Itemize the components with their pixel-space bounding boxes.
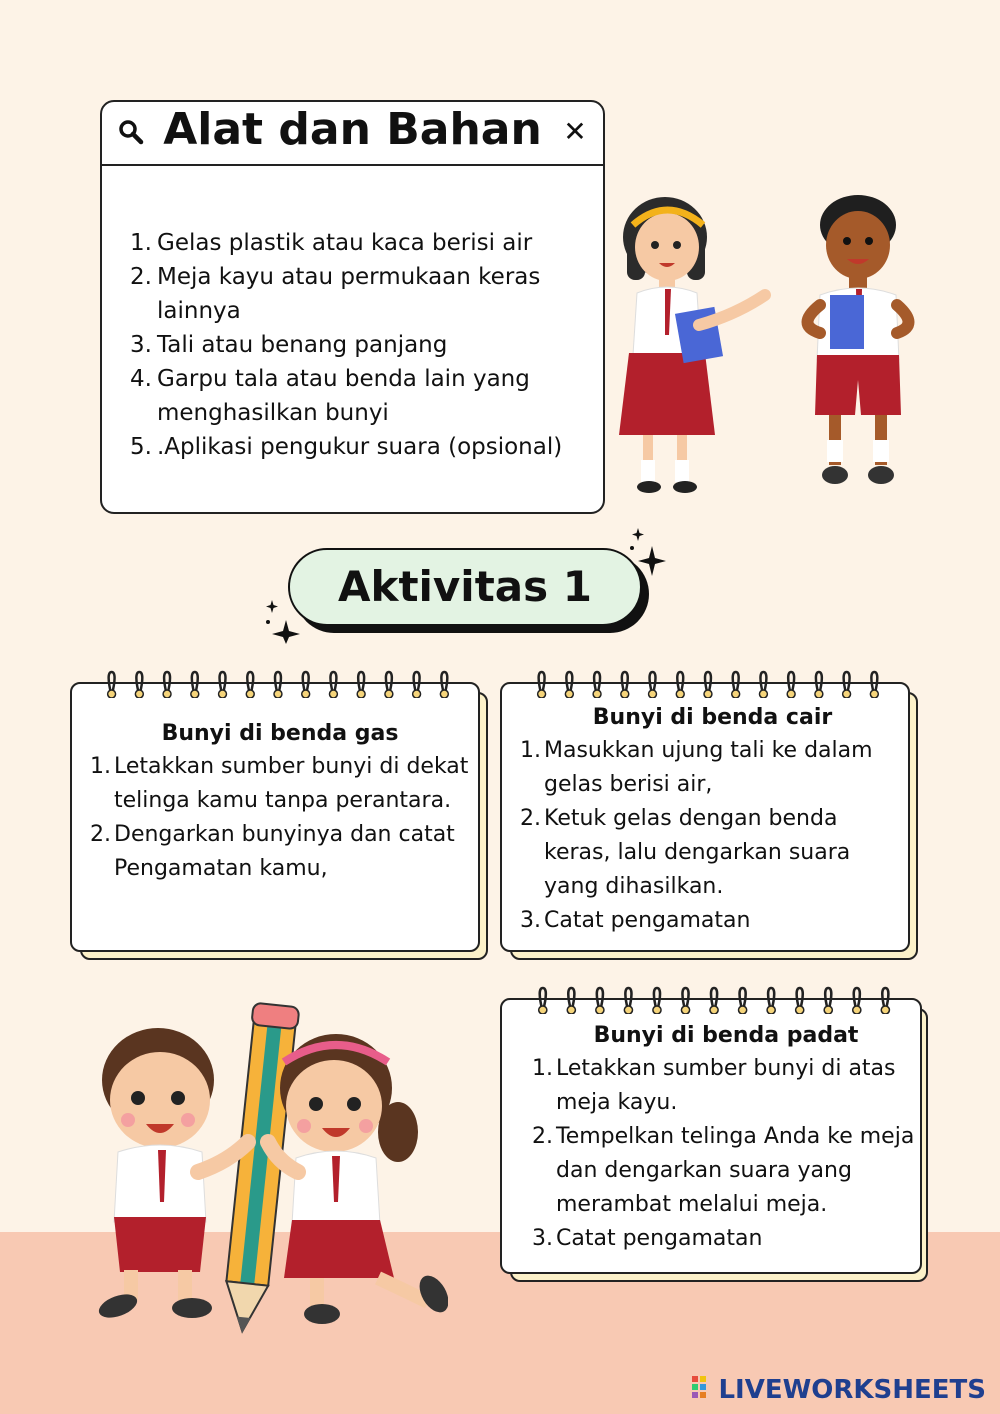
- materials-title: Alat dan Bahan: [163, 104, 542, 155]
- list-item: 2. Dengarkan bunyinya dan catat Pengamatan kamu,: [90, 822, 455, 881]
- list-item: 2. Meja kayu atau permukaan keras lainnya: [130, 264, 541, 324]
- list-item: 2. Tempelkan telinga Anda ke meja dan dengarkan suara yang merambat melalui meja.: [532, 1124, 915, 1217]
- boy-figure: [808, 195, 909, 484]
- spiral-rings: [502, 984, 920, 1014]
- note-card-cair: [500, 682, 910, 952]
- sparkle-icon: [626, 528, 666, 576]
- materials-card: [100, 100, 605, 514]
- list-item: 5. .Aplikasi pengukur suara (opsional): [130, 434, 563, 460]
- activity-title: Aktivitas 1: [288, 548, 642, 626]
- list-item: 2. Ketuk gelas dengan benda keras, lalu dengarkan suara yang dihasilkan.: [520, 806, 851, 899]
- boy-figure: [96, 1028, 248, 1322]
- list-item: 1. Masukkan ujung tali ke dalam gelas berisi air,: [520, 738, 873, 797]
- list-item: 1. Gelas plastik atau kaca berisi air: [130, 230, 533, 256]
- note-card-padat: [500, 998, 922, 1274]
- students-illustration: [615, 185, 925, 505]
- brand-watermark: [692, 1372, 986, 1408]
- kids-pencil-illustration: [88, 1002, 448, 1342]
- sparkle-icon: [262, 598, 302, 644]
- list-item: 3. Catat pengamatan: [520, 908, 751, 933]
- brand-logo-icon: [692, 1376, 714, 1404]
- card-title: Bunyi di benda cair: [592, 705, 833, 730]
- list-item: 1. Letakkan sumber bunyi di dekat telinga kamu tanpa perantara.: [90, 754, 469, 813]
- card-title: Bunyi di benda gas: [161, 721, 399, 746]
- spiral-rings: [502, 668, 908, 698]
- note-card-gas: [70, 682, 480, 952]
- girl-figure: [619, 197, 765, 493]
- materials-list: [130, 226, 590, 464]
- card-title: Bunyi di benda padat: [593, 1023, 859, 1048]
- close-icon: ✕: [563, 115, 587, 148]
- list-item: 4. Garpu tala atau benda lain yang menghasilkan bunyi: [130, 366, 530, 426]
- spiral-rings: [72, 668, 478, 698]
- list-item: 3. Tali atau benang panjang: [130, 332, 448, 358]
- search-bar: [102, 102, 603, 166]
- list-item: 1. Letakkan sumber bunyi di atas meja kayu.: [532, 1056, 896, 1115]
- list-item: 3. Catat pengamatan: [532, 1226, 763, 1251]
- brand-name: LIVEWORKSHEETS: [718, 1375, 986, 1405]
- girl-figure: [268, 1034, 448, 1324]
